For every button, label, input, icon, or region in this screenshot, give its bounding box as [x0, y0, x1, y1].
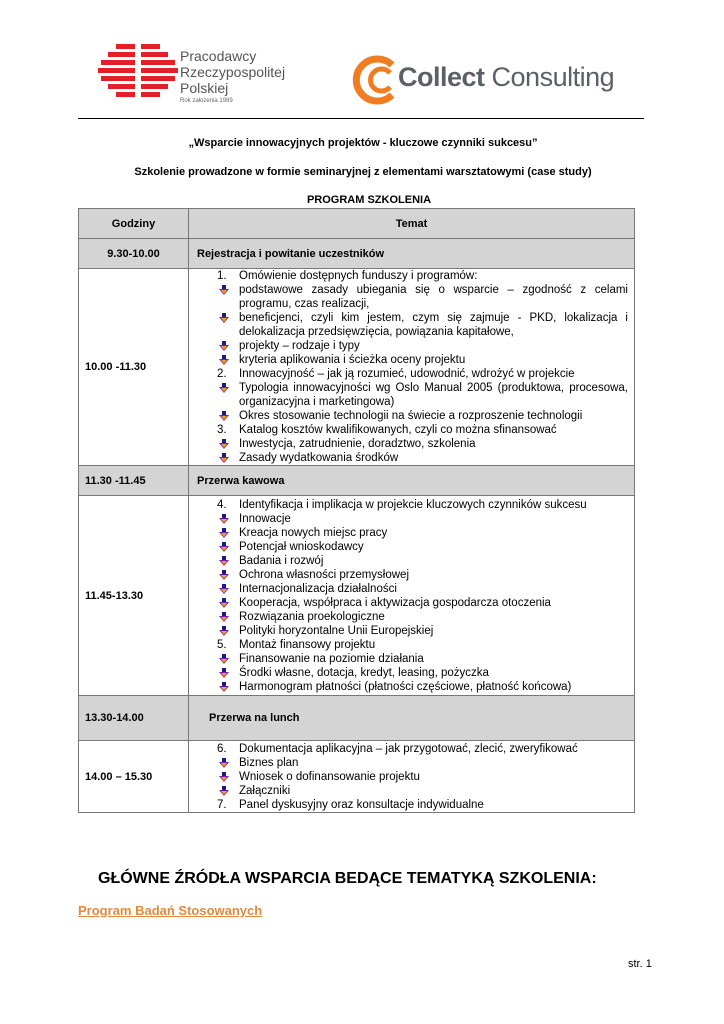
list-item: [189, 742, 634, 756]
item-text: Badania i rozwój: [239, 554, 324, 567]
item-text: Inwestycja, zatrudnienie, doradztwo, szkolenia: [239, 438, 476, 450]
row-topics: [189, 741, 635, 813]
header-topic: Temat: [189, 209, 635, 239]
page-number: str. 1: [628, 958, 652, 970]
bullet-arrow-icon: [219, 514, 229, 525]
item-text: Panel dyskusyjny oraz konsultacje indywidualne: [239, 798, 484, 811]
list-item: [189, 409, 634, 423]
bullet-arrow-icon: [219, 411, 229, 422]
bullet-arrow-icon: [219, 528, 229, 539]
item-text: podstawowe zasady ubiegania się o wsparcie – zgodność z celami programu, czas realizacji,: [239, 284, 628, 310]
item-text: kryteria aplikowania i ścieżka oceny projektu: [239, 354, 466, 366]
table-row: [79, 696, 635, 741]
list-item: [189, 423, 634, 437]
bullet-arrow-icon: [219, 758, 229, 769]
list-item: [189, 451, 634, 465]
item-text: Kooperacja, współpraca i aktywizacja gospodarcza otoczenia: [239, 596, 551, 609]
item-text: Ochrona własności przemysłowej: [239, 568, 410, 581]
row-topics: [189, 496, 635, 696]
item-number: 6.: [217, 742, 227, 755]
item-text: Omówienie dostępnych funduszy i programów:: [239, 270, 478, 282]
bullet-arrow-icon: [219, 682, 229, 693]
bullet-arrow-icon: [219, 654, 229, 665]
list-item: [189, 652, 634, 666]
item-text: Załączniki: [239, 784, 291, 797]
row-time: 14.00 – 15.30: [79, 741, 189, 813]
item-text: Biznes plan: [239, 756, 299, 769]
list-item: [189, 283, 634, 311]
row-time: 9.30-10.00: [79, 239, 189, 269]
cc-bold: Collect: [398, 62, 485, 92]
item-text: Środki własne, dotacja, kredyt, leasing, pożyczka: [239, 666, 489, 679]
bullet-arrow-icon: [219, 439, 229, 450]
bullet-arrow-icon: [219, 341, 229, 352]
bullet-arrow-icon: [219, 383, 229, 394]
list-item: [189, 498, 634, 512]
pl-year: Rok założenia 1989: [180, 98, 233, 104]
bullet-arrow-icon: [219, 612, 229, 623]
list-item: [189, 353, 634, 367]
bullet-arrow-icon: [219, 313, 229, 324]
item-number: 3.: [217, 424, 227, 436]
item-text: projekty – rodzaje i typy: [239, 340, 360, 352]
table-row: [79, 269, 635, 466]
item-text: Innowacyjność – jak ją rozumieć, udowodnić, wdrożyć w projekcie: [239, 368, 575, 380]
cc-light: Consulting: [484, 62, 615, 92]
bullet-arrow-icon: [219, 570, 229, 581]
list-item: [189, 339, 634, 353]
list-item: [189, 367, 634, 381]
item-number: 4.: [217, 498, 227, 511]
list-item: [189, 582, 634, 596]
item-text: Finansowanie na poziomie działania: [239, 652, 424, 665]
list-item: [189, 610, 634, 624]
program-table: [78, 208, 635, 813]
item-number: 2.: [217, 368, 227, 380]
pl-line-3: Polskiej: [180, 80, 229, 96]
bullet-arrow-icon: [219, 668, 229, 679]
list-item: [189, 437, 634, 451]
list-item: [189, 381, 634, 409]
table-row: [79, 496, 635, 696]
topic-list: [189, 498, 634, 694]
bullet-arrow-icon: [219, 584, 229, 595]
row-topics: [189, 269, 635, 466]
program-title: PROGRAM SZKOLENIA: [306, 194, 432, 206]
bullet-arrow-icon: [219, 355, 229, 366]
row-time: 11.45-13.30: [79, 496, 189, 696]
item-text: Innowacje: [239, 512, 291, 525]
bullet-arrow-icon: [219, 786, 229, 797]
list-item: [189, 526, 634, 540]
row-label: Rejestracja i powitanie uczestników: [189, 239, 635, 269]
bullet-arrow-icon: [219, 542, 229, 553]
collect-consulting-logo-text: [398, 62, 614, 93]
item-text: Rozwiązania proekologiczne: [239, 610, 385, 623]
item-number: 7.: [217, 798, 227, 811]
item-text: Zasady wydatkowania środków: [239, 452, 399, 464]
pracodawcy-logo-icon: [98, 44, 178, 102]
list-item: [189, 784, 634, 798]
header-rule: [78, 118, 644, 119]
row-time: 11.30 -11.45: [79, 466, 189, 496]
item-text: beneficjenci, czyli kim jestem, czym się zajmuje - PKD, lokalizacja i delokalizacja przedsięwzięcia, powiązania kapitałowe,: [239, 312, 628, 338]
bullet-arrow-icon: [219, 772, 229, 783]
bullet-arrow-icon: [219, 285, 229, 296]
bullet-arrow-icon: [219, 626, 229, 637]
item-text: Harmonogram płatności (płatności częściowe, płatność końcowa): [239, 680, 572, 693]
sources-heading: GŁÓWNE ŹRÓDŁA WSPARCIA BEDĄCE TEMATYKĄ SZKOLENIA:: [98, 870, 597, 887]
row-label: Przerwa kawowa: [189, 466, 635, 496]
bullet-arrow-icon: [219, 598, 229, 609]
list-item: [189, 624, 634, 638]
item-text: Polityki horyzontalne Unii Europejskiej: [239, 624, 434, 637]
item-text: Internacjonalizacja działalności: [239, 582, 397, 595]
list-item: [189, 680, 634, 694]
training-format: Szkolenie prowadzone w formie seminaryjnej z elementami warsztatowymi (case study): [134, 166, 592, 178]
list-item: [189, 269, 634, 283]
list-item: [189, 311, 634, 339]
training-subtitle: „Wsparcie innowacyjnych projektów - kluczowe czynniki sukcesu”: [188, 137, 538, 149]
topic-list: [189, 742, 634, 812]
list-item: [189, 540, 634, 554]
pracodawcy-logo-text: [180, 48, 285, 106]
program-link[interactable]: Program Badań Stosowanych: [78, 903, 263, 918]
pl-line-2: Rzeczypospolitej: [180, 64, 286, 80]
list-item: [189, 596, 634, 610]
list-item: [189, 512, 634, 526]
item-text: Kreacja nowych miejsc pracy: [239, 526, 388, 539]
item-text: Identyfikacja i implikacja w projekcie kluczowych czynników sukcesu: [239, 498, 587, 511]
item-text: Okres stosowanie technologii na świecie a rozproszenie technologii: [239, 410, 583, 422]
item-text: Typologia innowacyjności wg Oslo Manual 2005 (produktowa, procesowa, organizacyjna i marketingowa): [239, 382, 628, 408]
table-row: [79, 741, 635, 813]
item-text: Montaż finansowy projektu: [239, 638, 376, 651]
table-row: [79, 466, 635, 496]
item-number: 1.: [217, 270, 227, 282]
item-text: Potencjał wnioskodawcy: [239, 540, 364, 553]
list-item: [189, 638, 634, 652]
list-item: [189, 756, 634, 770]
pl-line-1: Pracodawcy: [180, 48, 257, 64]
row-time: 13.30-14.00: [79, 696, 189, 741]
list-item: [189, 798, 634, 812]
bullet-arrow-icon: [219, 453, 229, 464]
table-header-row: [79, 209, 635, 239]
list-item: [189, 666, 634, 680]
table-row: [79, 239, 635, 269]
row-time: 10.00 -11.30: [79, 269, 189, 466]
item-text: Katalog kosztów kwalifikowanych, czyli co można sfinansować: [239, 424, 557, 436]
header-time: Godziny: [79, 209, 189, 239]
list-item: [189, 554, 634, 568]
item-number: 5.: [217, 638, 227, 651]
item-text: Dokumentacja aplikacyjna – jak przygotować, zlecić, zweryfikować: [239, 742, 578, 755]
topic-list: [189, 269, 634, 465]
row-label: Przerwa na lunch: [189, 696, 635, 741]
list-item: [189, 770, 634, 784]
item-text: Wniosek o dofinansowanie projektu: [239, 770, 420, 783]
list-item: [189, 568, 634, 582]
bullet-arrow-icon: [219, 556, 229, 567]
